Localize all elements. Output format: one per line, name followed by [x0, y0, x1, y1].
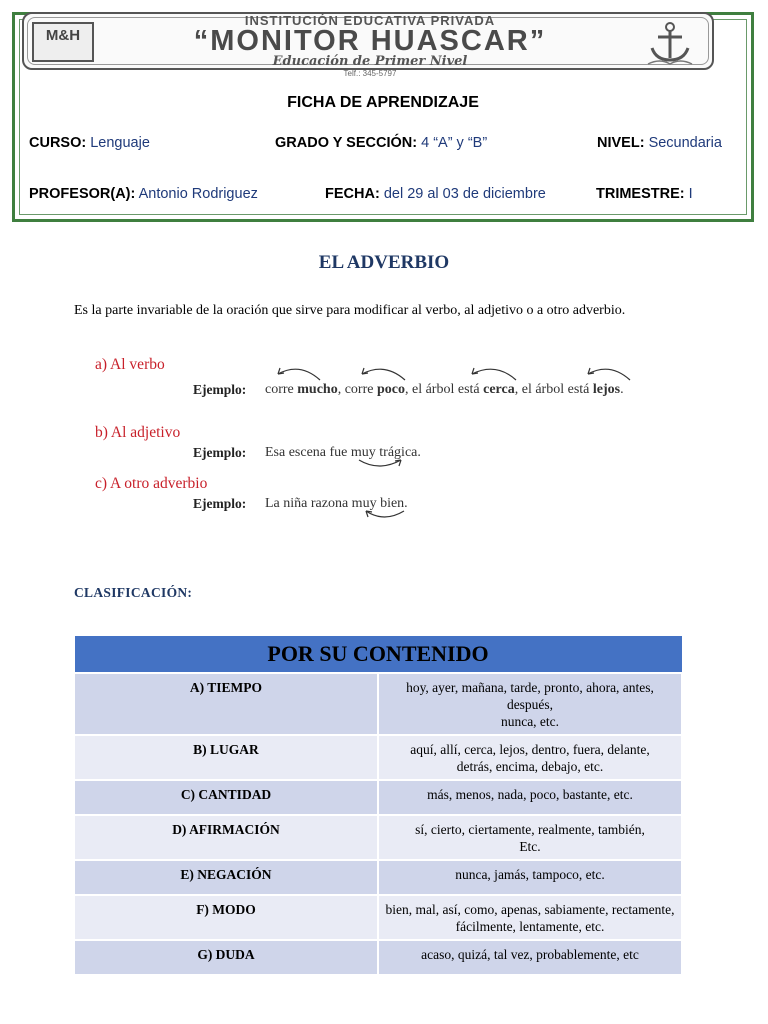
example-c-label: c) A otro adverbio: [95, 475, 208, 492]
field-fecha-label: FECHA:: [325, 186, 380, 202]
school-phone: Telf.: 345-5797: [343, 69, 397, 78]
category-cell: F) MODO: [74, 895, 378, 940]
examples-line: hoy, ayer, mañana, tarde, pronto, ahora, antes, después,: [406, 680, 654, 712]
examples-line: acaso, quizá, tal vez, probablemente, etc: [421, 947, 639, 962]
category-cell: A) TIEMPO: [74, 673, 378, 735]
field-profesor-value: Antonio Rodriguez: [138, 186, 258, 202]
example-a-part: .: [620, 382, 624, 397]
table-row: [74, 815, 682, 860]
classification-heading: CLASIFICACIÓN:: [74, 585, 193, 600]
examples-cell: [378, 815, 682, 860]
category-cell: E) NEGACIÓN: [74, 860, 378, 895]
table-row: [74, 780, 682, 815]
field-grado: [275, 134, 487, 152]
examples-cell: [378, 673, 682, 735]
arrow-curve: [278, 369, 320, 380]
field-curso-value: Lenguaje: [90, 135, 150, 151]
field-fecha: [325, 185, 546, 203]
table-header: POR SU CONTENIDO: [74, 636, 682, 674]
examples-cell: [378, 895, 682, 940]
field-profesor: [29, 185, 258, 203]
examples-line: sí, cierto, ciertamente, realmente, también,: [415, 822, 645, 837]
arrow-curve: [588, 369, 630, 380]
page-title: EL ADVERBIO: [318, 252, 450, 273]
field-curso-label: CURSO:: [29, 135, 87, 151]
school-logo-text: M&H: [45, 27, 81, 44]
field-trimestre: [596, 185, 693, 203]
example-b-arrow: [355, 456, 415, 472]
field-nivel: [597, 134, 722, 152]
example-a-adverb: mucho: [297, 382, 338, 397]
ficha-title: FICHA DE APRENDIZAJE: [287, 94, 479, 111]
examples-cell: [378, 940, 682, 975]
school-slogan: Educación de Primer Nivel: [272, 54, 468, 69]
field-curso: [29, 134, 150, 152]
examples-cell: [378, 780, 682, 815]
examples-cell: [378, 860, 682, 895]
examples-line: detrás, encima, debajo, etc.: [456, 759, 604, 774]
adverb-classification-table: [73, 635, 683, 976]
example-a-adverb: lejos: [592, 382, 621, 397]
table-row: [74, 895, 682, 940]
arrow-head: [472, 368, 478, 374]
institution-type: INSTITUCIÓN EDUCATIVA PRIVADA: [244, 13, 496, 28]
field-nivel-value: Secundaria: [648, 135, 722, 151]
example-a-part: , el árbol está: [514, 382, 593, 397]
example-a-part: , corre: [337, 382, 377, 397]
example-a-arrows: [270, 360, 630, 384]
examples-line: nunca, etc.: [500, 714, 560, 729]
examples-line: más, menos, nada, poco, bastante, etc.: [427, 787, 633, 802]
examples-cell: [378, 735, 682, 780]
category-cell: D) AFIRMACIÓN: [74, 815, 378, 860]
definition-paragraph: Es la parte invariable de la oración que sirve para modificar al verbo, al adjetivo o a otro adverbio.: [74, 303, 626, 318]
field-nivel-label: NIVEL:: [597, 135, 645, 151]
arrow-curve: [472, 369, 516, 380]
example-a-label: a) Al verbo: [95, 356, 165, 373]
school-name: “MONITOR HUASCAR”: [193, 25, 547, 57]
example-a-adverb: poco: [376, 382, 405, 397]
examples-line: aquí, allí, cerca, lejos, dentro, fuera, delante,: [410, 742, 650, 757]
example-c-ejemplo-label: Ejemplo:: [193, 496, 247, 511]
example-b-ejemplo-label: Ejemplo:: [193, 445, 247, 460]
example-b-label: b) Al adjetivo: [95, 424, 181, 441]
example-c-arrow: [360, 507, 420, 523]
field-grado-value: 4 “A” y “B”: [421, 135, 488, 151]
examples-line: bien, mal, así, como, apenas, sabiamente, rectamente,: [385, 902, 675, 917]
arrow-curve: [362, 369, 405, 380]
example-a-part: , el árbol está: [404, 382, 484, 397]
anchor-icon: [640, 20, 700, 66]
examples-line: Etc.: [519, 839, 541, 854]
examples-line: nunca, jamás, tampoco, etc.: [455, 867, 605, 882]
category-cell: B) LUGAR: [74, 735, 378, 780]
table-row: [74, 940, 682, 975]
example-b-sentence: Esa escena fue muy trágica.: [265, 445, 421, 460]
table-row: [74, 860, 682, 895]
arrow-head: [362, 368, 368, 374]
examples-line: fácilmente, lentamente, etc.: [455, 919, 605, 934]
example-a-adverb: cerca: [483, 382, 515, 397]
field-fecha-value: del 29 al 03 de diciembre: [383, 186, 546, 202]
arrow-curve: [359, 460, 401, 466]
table-header-row: [74, 636, 682, 674]
table-row: [74, 673, 682, 735]
field-trimestre-value: I: [688, 186, 693, 202]
example-c-sentence: La niña razona muy bien.: [265, 496, 408, 511]
field-trimestre-label: TRIMESTRE:: [596, 186, 685, 202]
example-a-part: corre: [265, 382, 298, 397]
school-logo: [32, 22, 94, 62]
field-grado-label: GRADO Y SECCIÓN:: [275, 135, 418, 151]
table-row: [74, 735, 682, 780]
category-cell: C) CANTIDAD: [74, 780, 378, 815]
category-cell: G) DUDA: [74, 940, 378, 975]
example-a-ejemplo-label: Ejemplo:: [193, 382, 247, 397]
field-profesor-label: PROFESOR(A):: [29, 186, 136, 202]
